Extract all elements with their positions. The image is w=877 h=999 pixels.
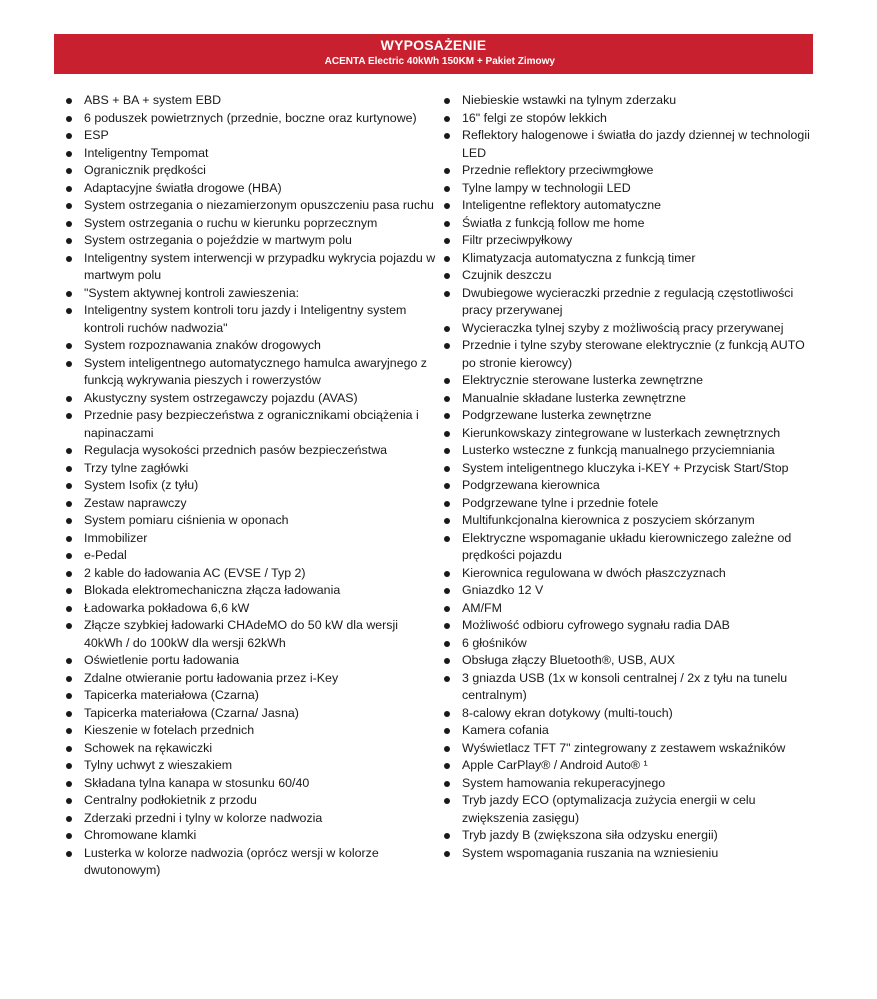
list-item: System Isofix (z tyłu) bbox=[84, 477, 436, 495]
list-item: Apple CarPlay® / Android Auto® ¹ bbox=[462, 757, 818, 775]
list-item: Zderzaki przedni i tylny w kolorze nadwozia bbox=[84, 810, 436, 828]
list-item: Inteligentne reflektory automatyczne bbox=[462, 197, 818, 215]
list-item: Tylny uchwyt z wieszakiem bbox=[84, 757, 436, 775]
list-item: Centralny podłokietnik z przodu bbox=[84, 792, 436, 810]
header-title: WYPOSAŻENIE bbox=[380, 37, 487, 53]
list-item: Blokada elektromechaniczna złącza ładowania bbox=[84, 582, 436, 600]
list-item: System wspomagania ruszania na wzniesieniu bbox=[462, 845, 818, 863]
list-item: Elektrycznie sterowane lusterka zewnętrzne bbox=[462, 372, 818, 390]
list-item: Podgrzewana kierownica bbox=[462, 477, 818, 495]
list-item: Lusterka w kolorze nadwozia (oprócz wersji w kolorze dwutonowym) bbox=[84, 845, 436, 880]
list-item: 3 gniazda USB (1x w konsoli centralnej / 2x z tyłu na tunelu centralnym) bbox=[462, 670, 818, 705]
list-item: 2 kable do ładowania AC (EVSE / Typ 2) bbox=[84, 565, 436, 583]
list-item: ABS + BA + system EBD bbox=[84, 92, 436, 110]
list-item: Inteligentny system interwencji w przypadku wykrycia pojazdu w martwym polu bbox=[84, 250, 436, 285]
list-item: Kamera cofania bbox=[462, 722, 818, 740]
list-item: Przednie i tylne szyby sterowane elektrycznie (z funkcją AUTO po stronie kierowcy) bbox=[462, 337, 818, 372]
list-item: Niebieskie wstawki na tylnym zderzaku bbox=[462, 92, 818, 110]
list-item: Kieszenie w fotelach przednich bbox=[84, 722, 436, 740]
list-item: System ostrzegania o niezamierzonym opuszczeniu pasa ruchu bbox=[84, 197, 436, 215]
list-item: 6 głośników bbox=[462, 635, 818, 653]
list-item: Złącze szybkiej ładowarki CHAdeMO do 50 kW dla wersji 40kWh / do 100kW dla wersji 62kWh bbox=[84, 617, 436, 652]
list-item: Czujnik deszczu bbox=[462, 267, 818, 285]
list-item: Zestaw naprawczy bbox=[84, 495, 436, 513]
list-item: "System aktywnej kontroli zawieszenia: bbox=[84, 285, 436, 303]
list-item: System inteligentnego kluczyka i-KEY + Przycisk Start/Stop bbox=[462, 460, 818, 478]
list-item: Trzy tylne zagłówki bbox=[84, 460, 436, 478]
list-item: Oświetlenie portu ładowania bbox=[84, 652, 436, 670]
list-item: Inteligentny system kontroli toru jazdy i Inteligentny system kontroli ruchów nadwozia" bbox=[84, 302, 436, 337]
list-item: Chromowane klamki bbox=[84, 827, 436, 845]
list-item: System ostrzegania o ruchu w kierunku poprzecznym bbox=[84, 215, 436, 233]
list-item: Schowek na rękawiczki bbox=[84, 740, 436, 758]
list-item: Dwubiegowe wycieraczki przednie z regulacją częstotliwości pracy przerywanej bbox=[462, 285, 818, 320]
list-item: Podgrzewane tylne i przednie fotele bbox=[462, 495, 818, 513]
list-item: Kierownica regulowana w dwóch płaszczyznach bbox=[462, 565, 818, 583]
list-item: Gniazdko 12 V bbox=[462, 582, 818, 600]
list-item: Zdalne otwieranie portu ładowania przez i-Key bbox=[84, 670, 436, 688]
list-item: Ładowarka pokładowa 6,6 kW bbox=[84, 600, 436, 618]
list-item: 6 poduszek powietrznych (przednie, boczne oraz kurtynowe) bbox=[84, 110, 436, 128]
list-item: Tryb jazdy ECO (optymalizacja zużycia energii w celu zwiększenia zasięgu) bbox=[462, 792, 818, 827]
list-item: Tryb jazdy B (zwiększona siła odzysku energii) bbox=[462, 827, 818, 845]
list-item: Filtr przeciwpyłkowy bbox=[462, 232, 818, 250]
list-item: Tapicerka materiałowa (Czarna) bbox=[84, 687, 436, 705]
list-item: 16" felgi ze stopów lekkich bbox=[462, 110, 818, 128]
list-item: Obsługa złączy Bluetooth®, USB, AUX bbox=[462, 652, 818, 670]
list-item: Kierunkowskazy zintegrowane w lusterkach zewnętrznych bbox=[462, 425, 818, 443]
list-item: System hamowania rekuperacyjnego bbox=[462, 775, 818, 793]
list-item: Regulacja wysokości przednich pasów bezpieczeństwa bbox=[84, 442, 436, 460]
list-item: Immobilizer bbox=[84, 530, 436, 548]
list-item: Inteligentny Tempomat bbox=[84, 145, 436, 163]
list-item: System rozpoznawania znaków drogowych bbox=[84, 337, 436, 355]
list-item: Składana tylna kanapa w stosunku 60/40 bbox=[84, 775, 436, 793]
list-item: Tapicerka materiałowa (Czarna/ Jasna) bbox=[84, 705, 436, 723]
list-item: System pomiaru ciśnienia w oponach bbox=[84, 512, 436, 530]
list-item: Reflektory halogenowe i światła do jazdy dziennej w technologii LED bbox=[462, 127, 818, 162]
list-item: Akustyczny system ostrzegawczy pojazdu (AVAS) bbox=[84, 390, 436, 408]
list-item: Wycieraczka tylnej szyby z możliwością pracy przerywanej bbox=[462, 320, 818, 338]
equipment-list-right bbox=[462, 92, 818, 862]
list-item: e-Pedal bbox=[84, 547, 436, 565]
header-subtitle: ACENTA Electric 40kWh 150KM + Pakiet Zimowy bbox=[324, 56, 555, 67]
list-item: 8-calowy ekran dotykowy (multi-touch) bbox=[462, 705, 818, 723]
list-item: Elektryczne wspomaganie układu kierowniczego zależne od prędkości pojazdu bbox=[462, 530, 818, 565]
list-item: Przednie reflektory przeciwmgłowe bbox=[462, 162, 818, 180]
list-item: Tylne lampy w technologii LED bbox=[462, 180, 818, 198]
list-item: Światła z funkcją follow me home bbox=[462, 215, 818, 233]
list-item: Multifunkcjonalna kierownica z poszyciem skórzanym bbox=[462, 512, 818, 530]
list-item: Lusterko wsteczne z funkcją manualnego przyciemniania bbox=[462, 442, 818, 460]
list-item: ESP bbox=[84, 127, 436, 145]
list-item: Wyświetlacz TFT 7" zintegrowany z zestawem wskaźników bbox=[462, 740, 818, 758]
list-item: System inteligentnego automatycznego hamulca awaryjnego z funkcją wykrywania pieszych i rowerzystów bbox=[84, 355, 436, 390]
list-item: Możliwość odbioru cyfrowego sygnału radia DAB bbox=[462, 617, 818, 635]
list-item: Adaptacyjne światła drogowe (HBA) bbox=[84, 180, 436, 198]
list-item: Klimatyzacja automatyczna z funkcją timer bbox=[462, 250, 818, 268]
list-item: Ogranicznik prędkości bbox=[84, 162, 436, 180]
list-item: Manualnie składane lusterka zewnętrzne bbox=[462, 390, 818, 408]
equipment-header bbox=[54, 34, 813, 74]
list-item: AM/FM bbox=[462, 600, 818, 618]
equipment-list-left bbox=[84, 92, 436, 880]
list-item: System ostrzegania o pojeździe w martwym polu bbox=[84, 232, 436, 250]
list-item: Podgrzewane lusterka zewnętrzne bbox=[462, 407, 818, 425]
list-item: Przednie pasy bezpieczeństwa z ogranicznikami obciążenia i napinaczami bbox=[84, 407, 436, 442]
